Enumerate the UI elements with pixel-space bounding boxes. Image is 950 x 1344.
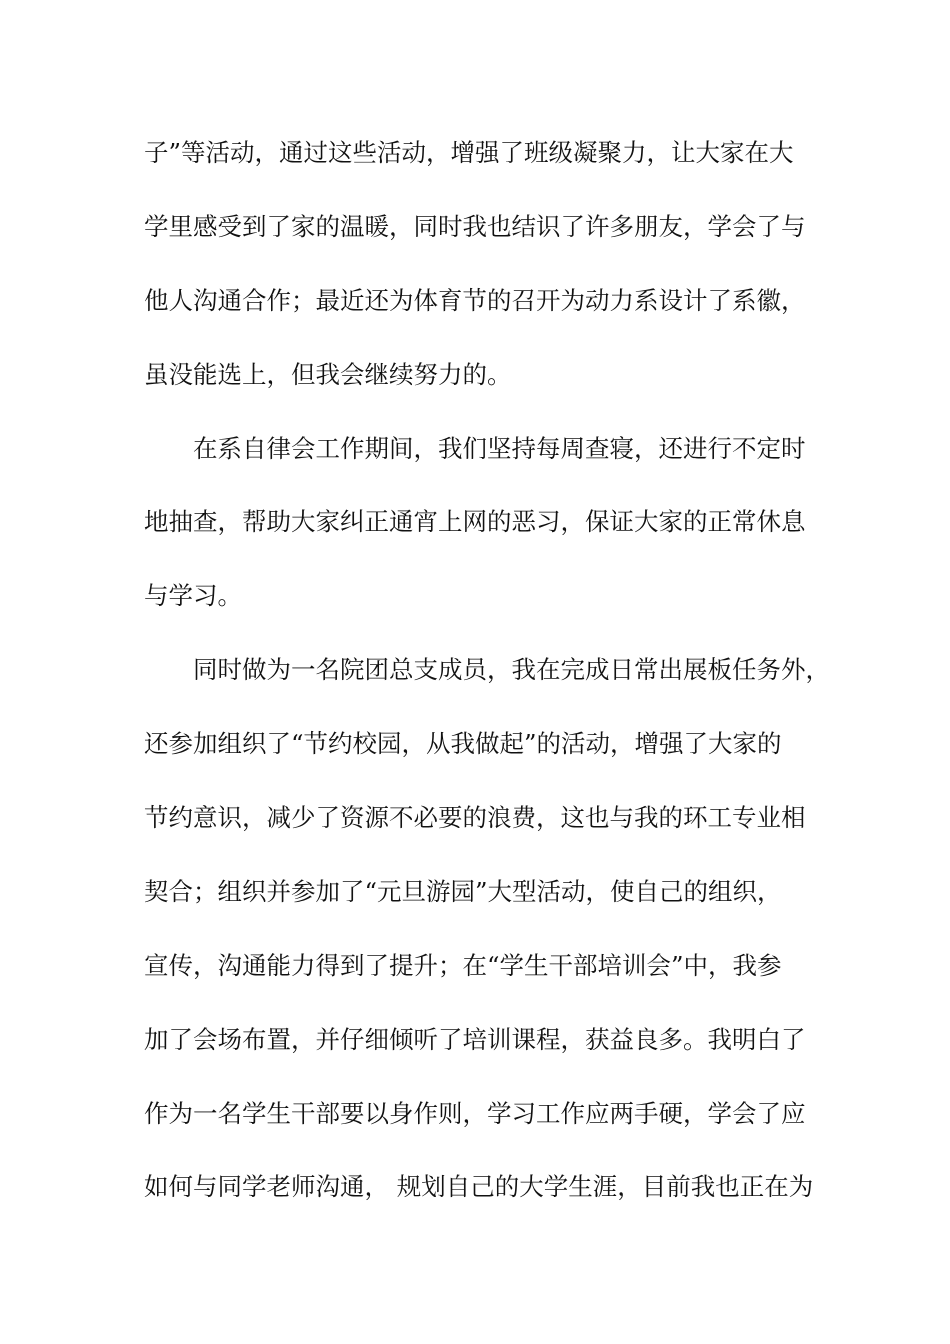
text-line: 契合；组织并参加了“元旦游园”大型活动，使自己的组织，	[144, 876, 782, 906]
text-line: 虽没能选上，但我会继续努力的。	[144, 359, 512, 389]
body-text	[144, 127, 844, 1235]
text-line: 子”等活动，通过这些活动，增强了班级凝聚力，让大家在大	[144, 138, 794, 167]
text-line: 与学习。	[144, 581, 242, 611]
paragraph-start-line: 在系自律会工作期间，我们坚持每周查寝，还进行不定时	[193, 433, 806, 463]
paragraph-start-line: 同时做为一名院团总支成员，我在完成日常出展板任务外，	[193, 655, 830, 685]
text-line: 如何与同学老师沟通， 规划自己的大学生涯，目前我也正在为	[144, 1172, 814, 1202]
text-line: 还参加组织了“节约校园，从我做起”的活动，增强了大家的	[144, 729, 782, 759]
text-line: 宣传，沟通能力得到了提升；在“学生干部培训会”中，我参	[144, 950, 782, 980]
text-line: 学里感受到了家的温暖，同时我也结识了许多朋友，学会了与	[144, 211, 806, 241]
text-line: 加了会场布置，并仔细倾听了培训课程，获益良多。我明白了	[144, 1024, 806, 1054]
text-line: 地抽查，帮助大家纠正通宵上网的恶习，保证大家的正常休息	[144, 507, 806, 537]
text-line: 他人沟通合作；最近还为体育节的召开为动力系设计了系徽，	[144, 285, 806, 315]
text-line: 节约意识，减少了资源不必要的浪费，这也与我的环工专业相	[144, 803, 806, 833]
text-line: 作为一名学生干部要以身作则，学习工作应两手硬，学会了应	[144, 1098, 806, 1128]
